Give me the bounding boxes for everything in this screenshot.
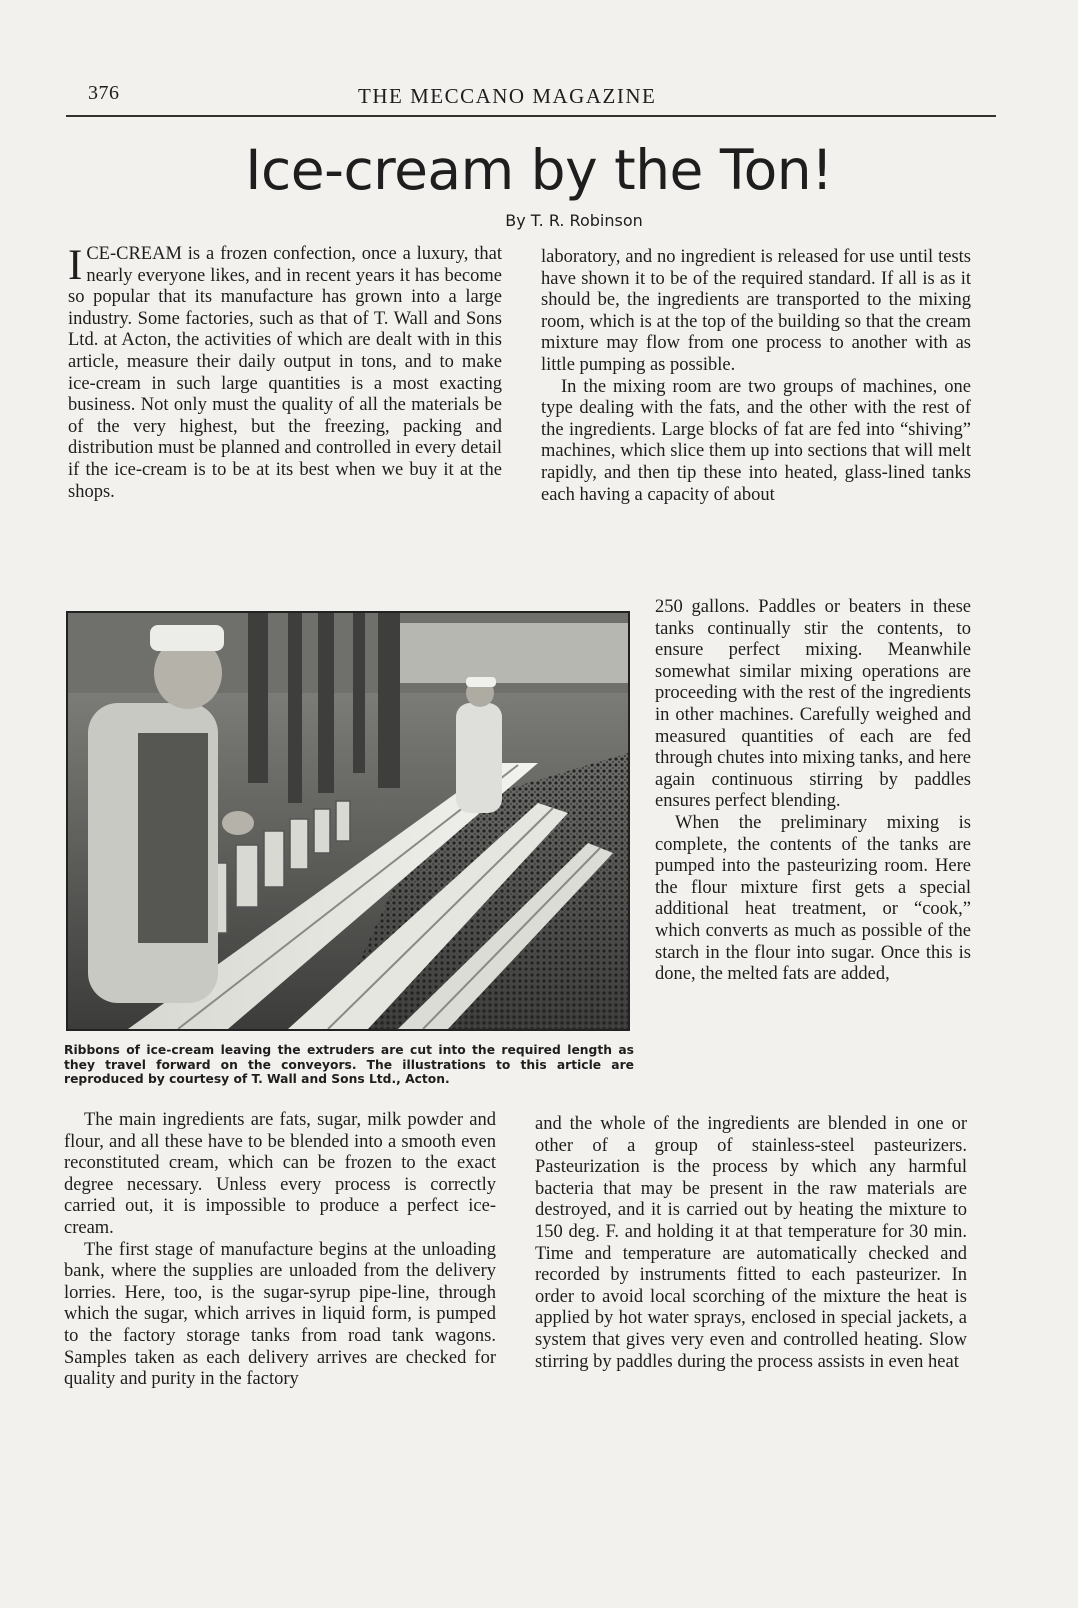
article-title: Ice-cream by the Ton!	[245, 138, 833, 202]
paragraph-laboratory: laboratory, and no ingredient is released for use until tests have shown it to be of the required standard. If all is as it should be, the ingredients are transported to the mixing room, which is at the top of the building so that the cream mixture may flow from one process to another with as little pumping as possible.	[541, 247, 971, 375]
conveyor-photo-illustration	[68, 613, 628, 1029]
byline: By T. R. Robinson	[505, 211, 643, 230]
factory-photograph	[66, 611, 630, 1031]
paragraph-pasteurization: and the whole of the ingredients are blended in one or other of a group of stainless-steel pasteurizers. Pasteurization is the process by which any harmful bacteria that may be present in the raw materials are destroyed, and it is carried out by heating the mixture to 150 deg. F. and holding it at that temperature for 30 min. Time and temperature are automatically checked and recorded by instruments fitted to each pasteurizer. In order to avoid local scorching of the mixture the heat is applied by hot water sprays, enclosed in special jackets, a system that gives very even and controlled heating. Slow stirring by paddles during the process assists in even heat	[535, 1114, 967, 1372]
intro-text: CE-CREAM is a frozen confection, once a luxury, that nearly everyone likes, and in recent years it has become so popular that its manufacture has grown into a large industry. Some factories, such as that of T. Wall and Sons Ltd. at Acton, the activities of which are dealt with in this article, measure their daily output in tons, and to make ice-cream in such large quantities is a most exacting business. Not only must the quality of all the materials be of the very highest, but the freezing, packing and distribution must be planned and controlled in every detail if the ice-cream is to be at its best when we buy it at the shops.	[68, 244, 502, 502]
paragraph-first-stage: The first stage of manufacture begins at the unloading bank, where the supplies are unloaded from the delivery lorries. Here, too, is the sugar-syrup pipe-line, through which the sugar, which arrives in liquid form, is pumped to the factory storage tanks from road tank wagons. Samples taken as each delivery arrives are checked for quality and purity in the factory	[64, 1239, 496, 1390]
paragraph-mixing-room: In the mixing room are two groups of machines, one type dealing with the fats, and the other with the rest of the ingredients. Large blocks of fat are fed into “shiving” machines, which slice them up into sections that will melt rapidly, and then tip these into heated, glass-lined tanks each having a capacity of about	[541, 376, 971, 505]
intro-paragraph	[68, 244, 502, 503]
page-number: 376	[88, 82, 120, 104]
paragraph-pasteurizing: When the preliminary mixing is complete, the contents of the tanks are pumped into the pasteurizing room. Here the flour mixture first gets a special additional heat treatment, or “cook,” which converts as much as possible of the starch in the flour into sugar. Once this is done, the melted fats are added,	[655, 812, 971, 985]
column-1-top	[68, 244, 502, 503]
column-2-middle	[655, 597, 971, 986]
running-title: THE MECCANO MAGAZINE	[358, 84, 657, 108]
paragraph-mixing-room-continued: 250 gallons. Paddles or beaters in these tanks continually stir the contents, to ensure perfect mixing. Meanwhile somewhat similar mixing operations are proceeding with the rest of the ingredients in other machines. Carefully weighed and measured quantities of each are fed through chutes into mixing tanks, and here again continuous stirring by paddles ensures perfect blending.	[655, 597, 971, 812]
column-2-top	[541, 247, 971, 506]
column-2-bottom	[535, 1114, 967, 1373]
photo-caption: Ribbons of ice-cream leaving the extruders are cut into the required length as they travel forward on the conveyors. The illustrations to this article are reproduced by courtesy of T. Wall and Sons Ltd., Acton.	[64, 1043, 634, 1087]
header-rule	[66, 115, 996, 117]
drop-cap: I	[68, 242, 83, 289]
paragraph-ingredients: The main ingredients are fats, sugar, milk powder and flour, and all these have to be blended into a smooth even reconstituted cream, which can be frozen to the exact degree necessary. Unless every process is correctly carried out, it is impossible to produce a perfect ice-cream.	[64, 1110, 496, 1238]
column-1-bottom	[64, 1110, 496, 1391]
